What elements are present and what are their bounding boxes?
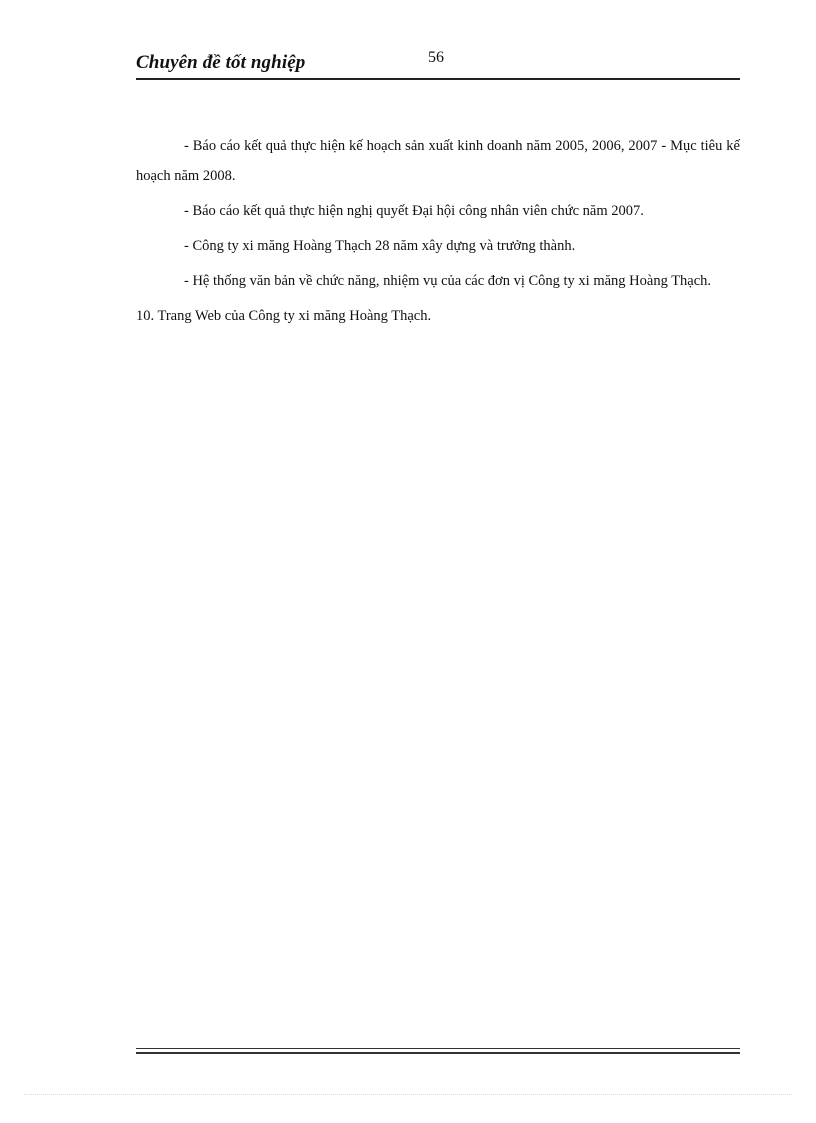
header-title: Chuyên đề tốt nghiệp — [136, 52, 306, 73]
reference-item: - Báo cáo kết quả thực hiện kế hoạch sản xuất kinh doanh năm 2005, 2006, 2007 - Mục tiêu kế hoạch năm 2008. — [136, 138, 740, 184]
reference-item: - Hệ thống văn bản về chức năng, nhiệm vụ của các đơn vị Công ty xi măng Hoàng Thạch. — [184, 273, 712, 289]
reference-item: - Báo cáo kết quả thực hiện nghị quyết Đại hội công nhân viên chức năm 2007. — [184, 203, 644, 219]
page-header — [136, 44, 740, 80]
page-bottom-edge — [24, 1094, 792, 1095]
page-number: 56 — [428, 49, 444, 66]
reference-item: - Công ty xi măng Hoàng Thạch 28 năm xây dựng và trưởng thành. — [184, 238, 576, 254]
footer-rule — [136, 1048, 740, 1054]
document-body — [136, 131, 740, 336]
reference-item: 10. Trang Web của Công ty xi măng Hoàng Thạch. — [136, 308, 432, 324]
